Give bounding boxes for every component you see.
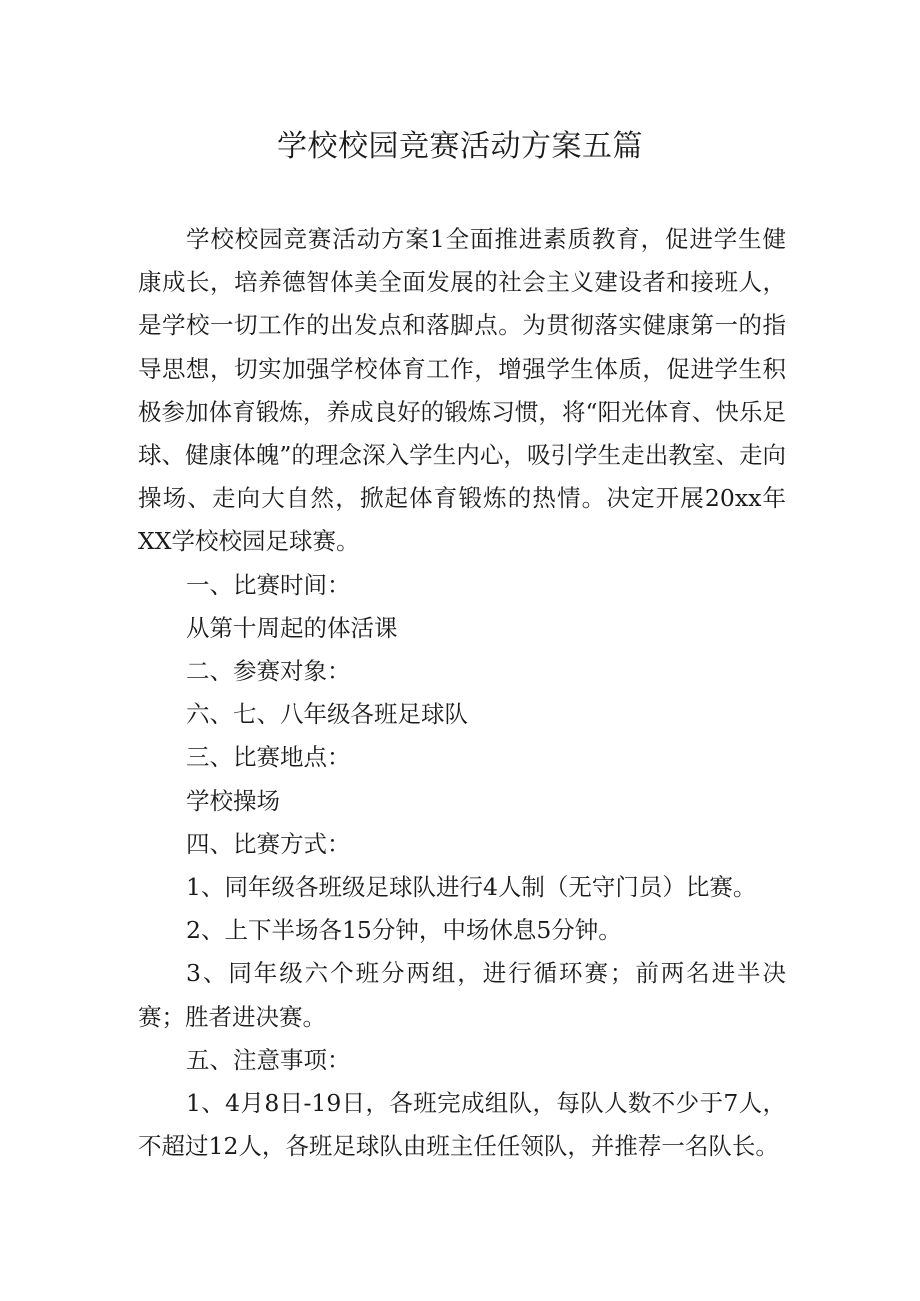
format-item-3: 3、同年级六个班分两组，进行循环赛；前两名进半决赛；胜者进决赛。 <box>138 959 786 1031</box>
notes-item-1: 1、4月8日-19日，各班完成组队，每队人数不少于7人，不超过12人，各班足球队由班主任任领队，并推荐一名队长。 <box>138 1089 786 1161</box>
format-item-1: 1、同年级各班级足球队进行4人制（无守门员）比赛。 <box>186 873 757 902</box>
document-title: 学校校园竞赛活动方案五篇 <box>277 129 643 164</box>
section-heading-participants: 二、参赛对象： <box>186 657 351 686</box>
section-heading-time: 一、比赛时间： <box>186 570 351 599</box>
section-heading-notes: 五、注意事项： <box>186 1045 351 1074</box>
document-body <box>138 218 786 1168</box>
intro-paragraph: 学校校园竞赛活动方案1全面推进素质教育，促进学生健康成长，培养德智体美全面发展的社会主义建设者和接班人，是学校一切工作的出发点和落脚点。为贯彻落实健康第一的指导思想，切实加强学校体育工作，增强学生体质，促进学生积极参加体育锻炼，养成良好的锻炼习惯，将“阳光体育、快乐足球、健康体魄”的理念深入学生内心，吸引学生走出教室、走向操场、走向大自然，掀起体育锻炼的热情。决定开展20xx年XX学校校园足球赛。 <box>138 225 786 556</box>
section-content-participants: 六、七、八年级各班足球队 <box>186 700 468 729</box>
section-heading-venue: 三、比赛地点： <box>186 743 351 772</box>
section-content-venue: 学校操场 <box>186 786 280 815</box>
format-item-2: 2、上下半场各15分钟，中场休息5分钟。 <box>186 916 622 945</box>
section-content-time: 从第十周起的体活课 <box>186 613 398 642</box>
section-heading-format: 四、比赛方式： <box>186 829 351 858</box>
